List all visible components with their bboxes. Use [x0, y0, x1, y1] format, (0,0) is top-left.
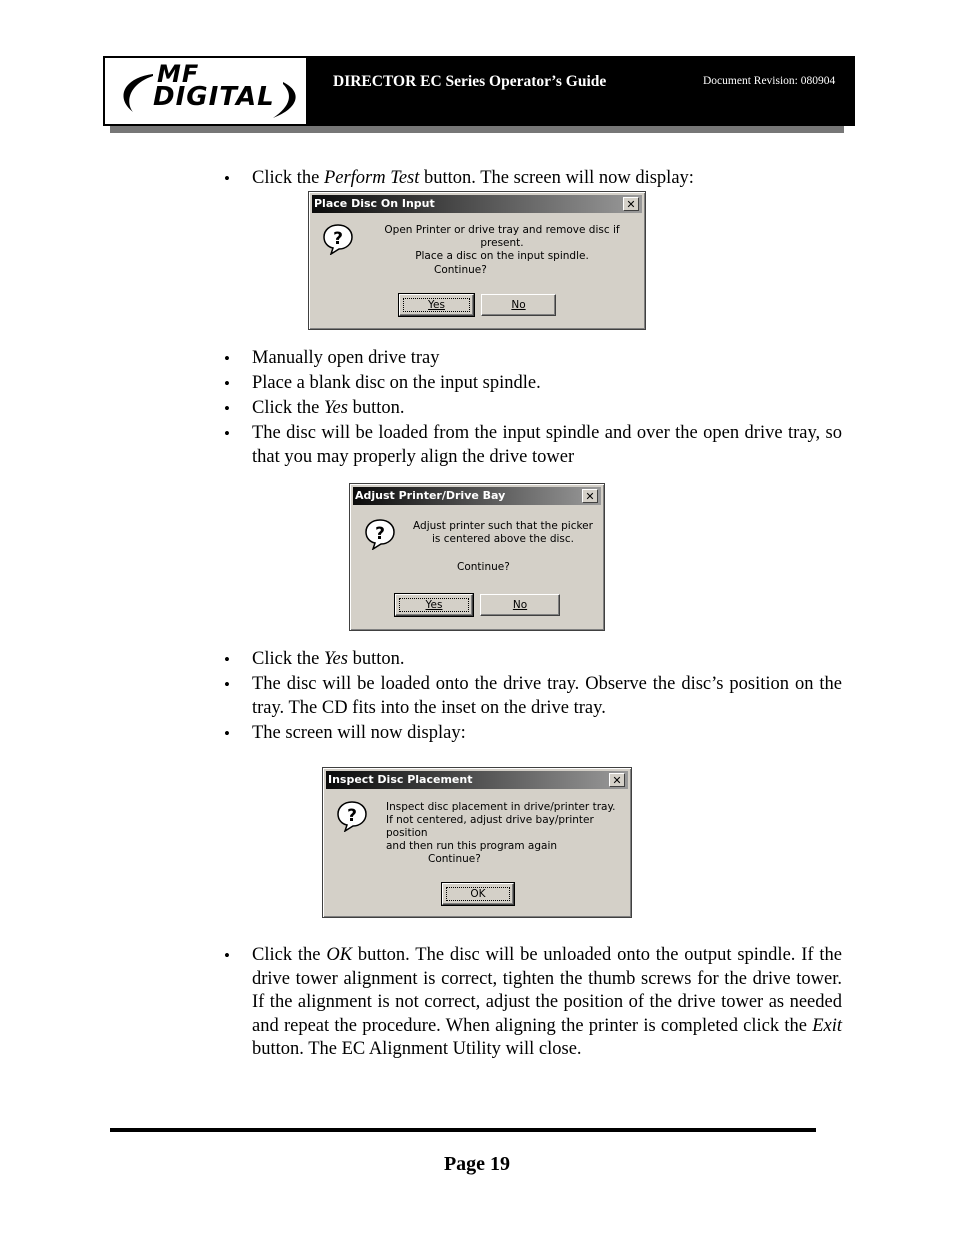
bullet-list-1	[224, 167, 842, 192]
dialog-title-bar	[353, 487, 601, 505]
dialog-message: Inspect disc placement in drive/printer tray. If not centered, adjust drive bay/printer position and then run this program again	[386, 801, 616, 852]
dialog-message: Adjust printer such that the picker is centered above the disc.	[413, 520, 593, 545]
svg-text:?: ?	[333, 229, 343, 249]
logo-digital-text: DIGITAL	[153, 82, 275, 112]
dialog-prompt: Continue?	[428, 853, 481, 865]
svg-text:?: ?	[375, 524, 385, 544]
dialog-title-bar	[312, 195, 642, 213]
question-icon	[322, 223, 354, 255]
yes-button[interactable]: Yes	[399, 294, 474, 316]
close-icon[interactable]: ✕	[623, 197, 639, 211]
no-button[interactable]: No	[480, 594, 560, 616]
dialog-prompt: Continue?	[457, 561, 510, 573]
bullet-list-3	[224, 648, 842, 747]
list-item: • The disc will be loaded onto the drive tray. Observe the disc’s position on the tray. The CD fits into the inset on the drive tray.	[224, 673, 842, 720]
dialog-title-bar	[326, 771, 628, 789]
list-item: • Manually open drive tray	[224, 347, 842, 371]
list-item: • Place a blank disc on the input spindle.	[224, 372, 842, 396]
question-icon	[364, 518, 396, 550]
page-header	[103, 56, 855, 126]
list-item: • The disc will be loaded from the input spindle and over the open drive tray, so that you may properly align the drive tower	[224, 422, 842, 469]
dialog-title: Place Disc On Input	[314, 197, 435, 210]
no-button[interactable]: No	[481, 294, 556, 316]
dialog-adjust-printer	[349, 483, 605, 631]
list-item: • Click the OK button. The disc will be unloaded onto the output spindle. If the drive tower alignment is correct, tighten the thumb screws for the drive tower. If the alignment is not correct, adjust the position of the drive tower as needed and repeat the procedure. When aligning the printer is completed click the Exit button. The EC Alignment Utility will close.	[224, 944, 842, 1062]
guide-title: DIRECTOR EC Series Operator’s Guide	[333, 73, 607, 90]
dialog-title: Adjust Printer/Drive Bay	[355, 489, 506, 502]
close-icon[interactable]: ✕	[582, 489, 598, 503]
list-item: • The screen will now display:	[224, 722, 842, 746]
list-item: • Click the Perform Test button. The screen will now display:	[224, 167, 842, 191]
list-item: • Click the Yes button.	[224, 648, 842, 672]
footer-rule	[110, 1128, 816, 1132]
mf-digital-logo	[103, 56, 308, 126]
question-icon	[336, 800, 368, 832]
dialog-message: Open Printer or drive tray and remove disc if present. Place a disc on the input spindle.	[384, 224, 620, 262]
svg-text:?: ?	[347, 806, 357, 826]
bullet-list-4	[224, 944, 842, 1063]
bullet-list-2	[224, 347, 842, 471]
yes-button[interactable]: Yes	[395, 594, 473, 616]
logo-mf-text: MF	[157, 60, 200, 88]
close-icon[interactable]: ✕	[609, 773, 625, 787]
page-number: Page 19	[443, 1153, 511, 1175]
dialog-inspect-disc	[322, 767, 632, 918]
dialog-title: Inspect Disc Placement	[328, 773, 473, 786]
dialog-place-disc	[308, 191, 646, 330]
document-revision: Document Revision: 080904	[703, 75, 836, 87]
list-item: • Click the Yes button.	[224, 397, 842, 421]
ok-button[interactable]: OK	[442, 883, 514, 905]
dialog-prompt: Continue?	[434, 264, 487, 276]
